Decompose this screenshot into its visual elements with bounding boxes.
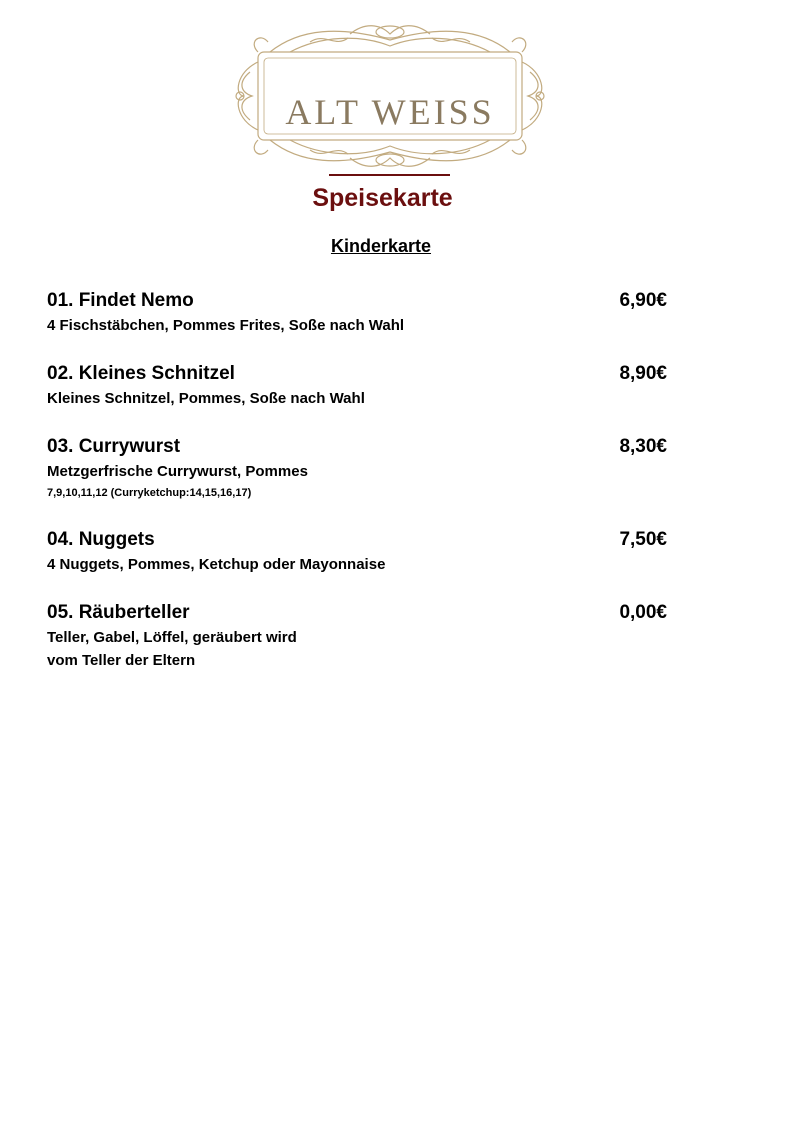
- logo-text: ALT WEISS: [285, 92, 495, 132]
- menu-list: [47, 289, 667, 697]
- item-price: 8,90€: [619, 363, 667, 384]
- item-description: Kleines Schnitzel, Pommes, Soße nach Wahl: [47, 390, 365, 407]
- menu-item: [47, 289, 667, 337]
- allergen-note: 7,9,10,11,12 (Curryketchup:14,15,16,17): [47, 487, 252, 499]
- item-description: 4 Fischstäbchen, Pommes Frites, Soße nach Wahl: [47, 317, 405, 334]
- item-price: 6,90€: [619, 290, 667, 311]
- item-price: 7,50€: [619, 529, 667, 550]
- item-name: 02. Kleines Schnitzel: [47, 363, 235, 384]
- section-title: Kinderkarte: [330, 236, 432, 256]
- item-name: 05. Räuberteller: [47, 602, 190, 623]
- item-name: 03. Currywurst: [47, 436, 181, 457]
- logo: [230, 22, 550, 170]
- menu-item: [47, 435, 667, 503]
- item-description: Teller, Gabel, Löffel, geräubert wird: [47, 629, 297, 646]
- menu-item: [47, 362, 667, 410]
- menu-item: [47, 601, 667, 672]
- item-price: 8,30€: [619, 436, 667, 457]
- title-divider: [329, 174, 450, 176]
- menu-item: [47, 528, 667, 576]
- page-title: Speisekarte: [312, 184, 453, 212]
- item-description: 4 Nuggets, Pommes, Ketchup oder Mayonnaise: [47, 556, 386, 573]
- item-name: 04. Nuggets: [47, 529, 155, 550]
- item-description: Metzgerfrische Currywurst, Pommes: [47, 463, 308, 480]
- item-price: 0,00€: [619, 602, 667, 623]
- item-name: 01. Findet Nemo: [47, 290, 194, 311]
- item-description-continued: vom Teller der Eltern: [47, 652, 196, 669]
